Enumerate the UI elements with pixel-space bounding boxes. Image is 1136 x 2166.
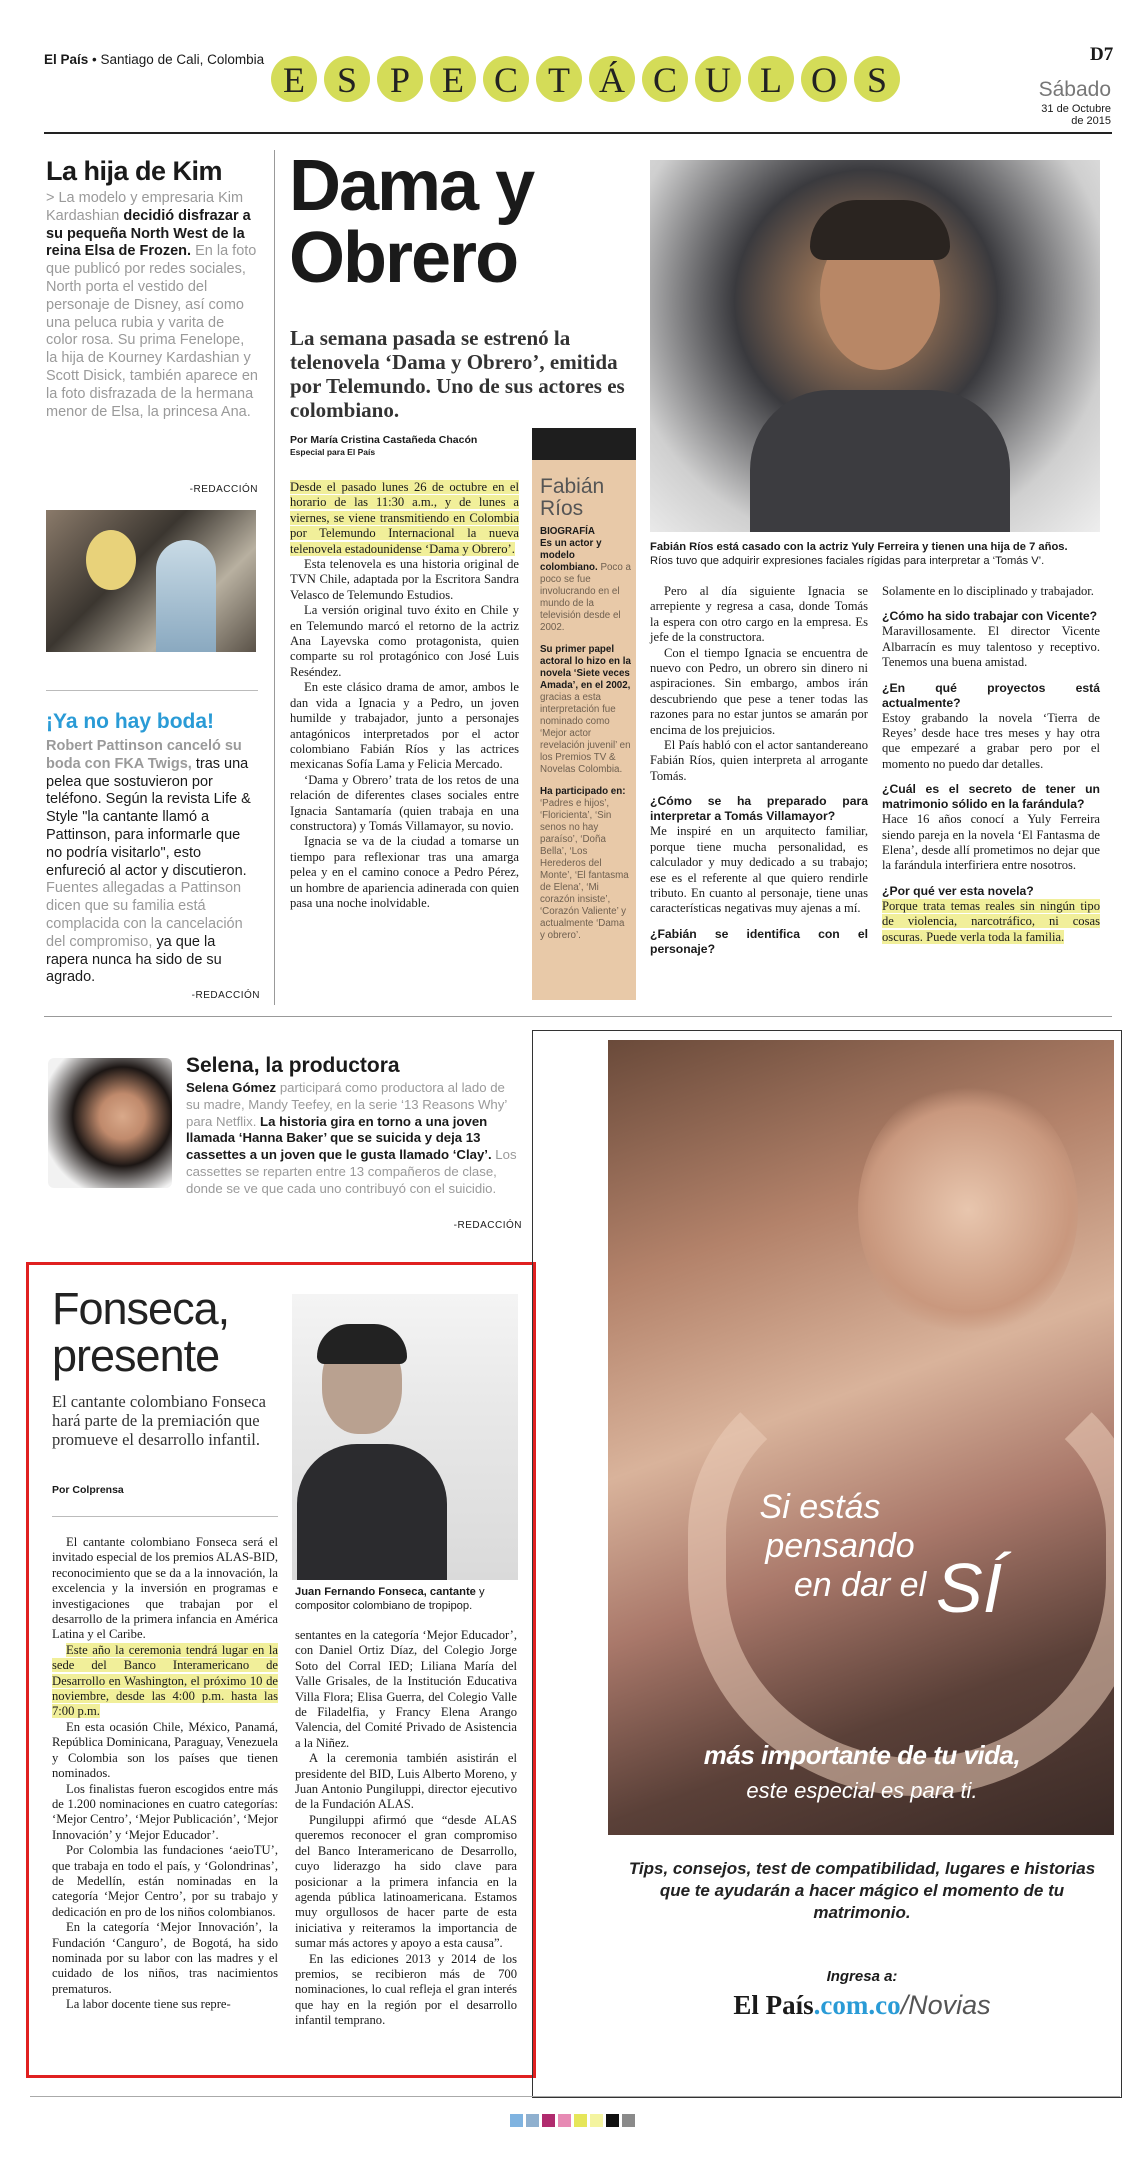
selena-photo: [48, 1058, 172, 1188]
main-paragraph: En este clásico drama de amor, ambos le dan vida a Ignacia y a Pedro, un joven humilde y trabajador, junto a personajes antagónicos interpretados por el actor colombiano Fabián Ríos y las actrices mexicanas Sofía Lama y Felicia Mercado.: [290, 680, 519, 772]
ad-body: Tips, consejos, test de compatibilidad, lugares e historias que te ayudarán a hacer mágico el momento de tu matrimonio.: [628, 1859, 1096, 1922]
section-title-letter: C: [483, 56, 529, 102]
fabian-caption-text: Ríos tuvo que adquirir expresiones faciales rígidas para interpretar a ‘Tomás V’.: [650, 555, 1045, 567]
main-byline: Por María Cristina Castañeda Chacón: [290, 434, 478, 446]
interview-answer: Me inspiré en un arquitecto familiar, porque tiene mucha personalidad, es calculador y muy dedicado a su trabajo; ese es el referente al que quiero rendirle tributo. En cuanto al personaje, tiene unas características negativas muy ajenas a mí.: [650, 824, 868, 916]
fonseca-highlight: Este año la ceremonia tendrá lugar en la sede del Banco Interamericano de Desarrollo en Washington, el próximo 10 de noviembre, desde las 4:00 p.m. hasta las 7:00 p.m.: [52, 1642, 278, 1719]
interview-answer: Solamente en lo disciplinado y trabajador.: [882, 584, 1094, 598]
section-title-letter: T: [536, 56, 582, 102]
main-col2-paragraph: Con el tiempo Ignacia se encuentra de nuevo con Pedro, un obrero sin dinero ni aspiraciones. Sin embargo, ambos irán descubriendo que pese a tener todas las razones para no estar juntos se amarán por encima de los prejuicios.: [650, 645, 868, 737]
sidebar-bio-gray: Poco a poco se fue involucrando en el mundo de la televisión desde el 2002.: [540, 562, 631, 633]
boda-credit: -REDACCIÓN: [191, 990, 260, 1001]
main-title: [289, 146, 534, 298]
kim-body-gray: En la foto que publicó por redes sociales, North porta el vestido del personaje de Disney, así como una peluca rubia y varita de color rosa. Su prima Fenelope, la hija de Kourney Kardashian y Scott Disick, también aparece en la foto disfrazada de la hermana menor de Elsa, la princesa Ana.: [46, 243, 258, 420]
fonseca-title: [52, 1285, 229, 1379]
fonseca-paragraph: En esta ocasión Chile, México, Panamá, República Dominicana, Paraguay, Venezuela y Colombia son los países que tienen nominados.: [52, 1719, 278, 1781]
main-lead-highlight: Desde el pasado lunes 26 de octubre en el horario de las 11:30 a.m., y de lunes a viernes, se viene transmitiendo en Colombia por Telemundo Internacional la nueva telenovela estadounidense ‘Dama y Obrero’.: [290, 480, 519, 556]
ad-headline: [690, 1488, 950, 1605]
ad-photo: [608, 1040, 1114, 1835]
section-title-letter: L: [748, 56, 794, 102]
interview-question: ¿Cómo ha sido trabajar con Vicente?: [882, 609, 1098, 624]
main-title-line-1: Dama y: [289, 146, 534, 226]
ad-url[interactable]: [612, 1990, 1112, 2021]
fonseca-byline-rule: [52, 1516, 278, 1517]
fonseca-col2-paragraph: sentantes en la categoría ‘Mejor Educador’, con Daniel Ortiz Díaz, del Colegio Jorge Soto del Corral IED; Liliana María del Valle Grisales, de la Institución Educativa Villa Flora; Elisa Guerra, del Colegio Valle de Filadelfia, y Francy Elena Arango Valencia, del Comité Privado de Asistencia a la Niñez.: [295, 1628, 517, 1750]
ad-line-4: más importante de tu vida,: [703, 1740, 1021, 1770]
fabian-photo: [650, 160, 1100, 532]
boda-body: [46, 738, 260, 987]
selena-name: Selena Gómez: [186, 1080, 277, 1095]
interview-answer: Estoy grabando la novela ‘Tierra de Reyes’ desde hace tres meses y hay otra que empezaré a grabar pero por el momento no puedo dar detalles.: [882, 710, 1100, 771]
sidebar-spacer: [540, 776, 632, 786]
selena-title: Selena, la productora: [186, 1054, 400, 1077]
sidebar-part-bold: Ha participado en:: [540, 786, 626, 797]
fonseca-paragraph: La labor docente tiene sus repre-: [66, 1997, 231, 2012]
interview-answer: Maravillosamente. El director Vicente Albarracín es muy talentoso y receptivo. Tenemos una buena amistad.: [882, 624, 1100, 670]
section-title-letter: S: [324, 56, 370, 102]
ad-line-5: este especial es para ti.: [746, 1778, 978, 1803]
fonseca-caption-bold: Juan Fernando Fonseca, cantante: [295, 1586, 476, 1598]
sidebar-part-gray: ‘Padres e hijos’, ‘Floricienta’, ‘Sin senos no hay paraíso’, ‘Doña Bella’, ‘Los Herederos del Monte’, ‘El fantasma de Elena’, ‘Mi corazón insiste’, ‘Corazón Valiente’ y actualmente ‘Dama y obrero’.: [540, 798, 629, 941]
page-number: D7: [1090, 44, 1114, 65]
boda-gray-2: Fuentes allegadas a Pattinson dicen que su familia está complacida con la cancelación del compromiso,: [46, 880, 243, 950]
date-day: Sábado: [1038, 78, 1111, 101]
newspaper-name: El País: [44, 52, 89, 67]
color-swatch: [590, 2114, 603, 2127]
interview-answer: Hace 16 años conocí a Yuly Ferreira siendo pareja en la novela ‘El Fantasma de Elena’, desde allí prometimos no dejar que la farándula interfiriera entre nosotros.: [882, 812, 1100, 873]
interview-question: ¿Por qué ver esta novela?: [882, 883, 1034, 898]
masthead: [44, 52, 264, 67]
color-swatch: [558, 2114, 571, 2127]
sidebar-bio-label: BIOGRAFÍA: [540, 526, 595, 537]
sidebar-spacer: [540, 634, 632, 644]
fonseca-paragraph: Los finalistas fueron escogidos entre más de 1.200 nominaciones en cuatro categorías: ‘Mejor Centro’, ‘Mejor Publicación’, ‘Mejor Innovación’ y ‘Mejor Educador’.: [52, 1781, 278, 1842]
main-col-1: [290, 480, 519, 911]
color-swatch: [622, 2114, 635, 2127]
date: [1041, 103, 1111, 127]
fonseca-caption-text: y compositor colombiano de tropipop.: [295, 1586, 485, 1612]
ad-cta: Ingresa a:: [826, 1968, 898, 1985]
kim-body: [46, 190, 258, 421]
main-paragraph: Ignacia se va de la ciudad a tomarse un tiempo para reflexionar tras una amarga pelea y en el camino conoce a Pedro Pérez, un hombre de apariencia adinerada con quien pasa una noche inolvidable.: [290, 834, 519, 910]
kim-title: La hija de Kim: [46, 156, 223, 186]
main-paragraph: ‘Dama y Obrero’ trata de los retos de una relación de diferentes clases sociales entre Ignacia Santamaría (quien trabaja en una constructora) y Tomás Villamayor, su novio.: [290, 772, 519, 833]
interview-question: ¿En qué proyectos está actualmente?: [882, 680, 1100, 710]
header-rule: [44, 132, 1112, 134]
interview-question: ¿Fabián se identifica con el personaje?: [650, 926, 868, 956]
main-byline-sub: Especial para El País: [290, 447, 376, 457]
fonseca-photo: [292, 1294, 518, 1580]
selena-bold: La historia gira en torno a una joven llamada ‘Hanna Baker’ que se suicida y deja 13 cassettes a un joven que le gusta llamado ‘Clay’.: [186, 1113, 492, 1163]
date-line-1: 31 de Octubre: [1041, 103, 1111, 115]
color-swatch: [574, 2114, 587, 2127]
selena-credit: -REDACCIÓN: [453, 1220, 522, 1231]
main-col-2: [650, 584, 868, 957]
boda-title: ¡Ya no hay boda!: [46, 710, 215, 733]
section-title-letter: P: [377, 56, 423, 102]
main-paragraph: La versión original tuvo éxito en Chile y en Telemundo marcó el retorno de la actriz Ana Layevska como protagonista, quien comparte su rol protagónico con José Luis Reséndez.: [290, 603, 519, 679]
section-title-letter: O: [801, 56, 847, 102]
kim-body-bold: decidió disfrazar a su pequeña North West de la reina Elsa de Frozen.: [46, 207, 251, 260]
selena-gray-2: Los cassettes se reparten entre 13 compañeros de clase, donde se ve que cada uno contribuyó con el suicidio.: [186, 1147, 517, 1196]
fonseca-col2-paragraph: A la ceremonia también asistirán el presidente del BID, Luis Alberto Moreno, y Juan Antonio Pungiluppi, director ejecutivo de la Fundación ALAS.: [295, 1751, 517, 1812]
date-line-2: de 2015: [1071, 115, 1111, 127]
sidebar-first-gray: gracias a esta interpretación fue nominado como ‘Mejor actor revelación juvenil’ en los Premios TV & Novelas Colombia.: [540, 692, 631, 775]
interview-question: ¿Cuál es el secreto de tener un matrimonio sólido en la farándula?: [882, 782, 1100, 812]
column-divider: [274, 150, 275, 1005]
sidebar-name-2: Ríos: [540, 497, 584, 520]
fonseca-paragraph: El cantante colombiano Fonseca será el invitado especial de los premios ALAS-BID, reconocimiento que se da a la innovación, la excelencia y la inversión en programas e investigaciones que trabajan por el desarrollo de la primera infancia en América Latina y el Caribe.: [52, 1535, 278, 1642]
section-title-letter: E: [271, 56, 317, 102]
main-deck: La semana pasada se estrenó la telenovela ‘Dama y Obrero’, emitida por Telemundo. Uno de sus actores es colombiano.: [290, 326, 625, 422]
fonseca-deck: El cantante colombiano Fonseca hará parte de la premiación que promueve el desarrollo infantil.: [52, 1392, 266, 1449]
fonseca-col-2: [295, 1628, 517, 2029]
boda-black-1: tras una pelea que sostuvieron por teléfono. Según la revista Life & Style "la cantante llamó a Pattinson, para informarle que no podría visitarlo", esto enfureció al actor y discutieron.: [46, 755, 251, 879]
ad-big-si: SÍ: [936, 1549, 1003, 1627]
boda-gray-1: Robert Pattinson canceló su boda con FKA Twigs,: [46, 738, 242, 772]
left-divider: [46, 690, 258, 691]
fonseca-paragraph: En la categoría ‘Mejor Innovación’, la Fundación ‘Canguro’, de Bogotá, ha sido nominada por su labor con las madres y el cuidado de los niños, tras nacimientos prematuros.: [52, 1920, 278, 1996]
color-swatch: [542, 2114, 555, 2127]
fabian-caption: [650, 540, 1100, 568]
fonseca-jacket: [297, 1444, 447, 1580]
interview-question: ¿Cómo se ha preparado para interpretar a Tomás Villamayor?: [650, 794, 868, 824]
selena-gray-1: participará como productora al lado de su madre, Mandy Teefey, en la serie ‘13 Reasons Why’ para Netflix.: [186, 1080, 507, 1129]
main-paragraph: Esta telenovela es una historia original de TVN Chile, adaptada por la Escritora Sandra Velasco de Telemundo Estudios.: [290, 557, 519, 602]
color-swatch: [606, 2114, 619, 2127]
sidebar-box-header: [532, 428, 636, 460]
fonseca-col-1: [52, 1535, 278, 2013]
ad-brand: El País: [733, 1990, 814, 2020]
sidebar-bio: [540, 526, 632, 942]
main-col2-paragraph: El País habló con el actor santandereano Fabián Ríos, quien interpreta al arrogante Tomás.: [650, 738, 868, 783]
section-title-letter: C: [642, 56, 688, 102]
kim-body-gray-lead: > La modelo y empresaria Kim Kardashian: [46, 190, 244, 224]
sidebar-name: [540, 476, 632, 520]
section-title-letter: U: [695, 56, 741, 102]
fabian-jacket: [750, 390, 1010, 532]
section-title-letter: Á: [589, 56, 635, 102]
main-col2-paragraph: Pero al día siguiente Ignacia se arrepiente y regresa a casa, donde Tomás la espera con otro cargo en la empresa. Es jefe de la constructora.: [650, 584, 868, 645]
main-col-3: [882, 584, 1100, 945]
kim-credit: -REDACCIÓN: [189, 484, 258, 495]
boda-black-2: ya que la rapera nunca ha sido de su agrado.: [46, 933, 222, 986]
section-title-letter: S: [854, 56, 900, 102]
main-title-line-2: Obrero: [289, 218, 518, 298]
fonseca-paragraph-highlight: [52, 1643, 278, 1720]
fonseca-col2-paragraph: Pungiluppi afirmó que “desde ALAS queremos reconocer el gran compromiso del Banco Interamericano de Desarrollo, cuyo liderazgo ha sido clave para posicionar a la primera infancia en la agenda pública latinoamericana. Estamos muy orgullosos de hacer parte de esta iniciativa y reiteramos la importancia de sumar más actores y apoyo a esta causa”.: [295, 1812, 517, 1951]
fabian-hair: [810, 200, 950, 260]
kim-photo-dress: [156, 540, 216, 652]
sidebar-name-1: Fabián: [540, 475, 605, 498]
fabian-caption-bold: Fabián Ríos está casado con la actriz Yuly Ferreira y tienen una hija de 7 años.: [650, 541, 1068, 553]
selena-body: [186, 1080, 522, 1198]
fonseca-title-line-1: Fonseca,: [52, 1283, 230, 1334]
sidebar-first-bold: Su primer papel actoral lo hizo en la novela ‘Siete veces Amada’, en el 2002,: [540, 644, 631, 691]
color-swatch: [526, 2114, 539, 2127]
section-title-letter: E: [430, 56, 476, 102]
highlighted-answer: Porque trata temas reales sin ningún tipo de violencia, narcotráfico, ni cosas oscuras. Puede verla toda la familia.: [882, 898, 1100, 944]
masthead-location: • Santiago de Cali, Colombia: [92, 52, 265, 67]
fonseca-col2-paragraph: En las ediciones 2013 y 2014 de los premios, se recibieron más de 700 nominaciones, lo cual refleja el gran interés que hay en la región por el desarrollo infantil temprano.: [295, 1951, 517, 2028]
ad-path: /Novias: [900, 1990, 991, 2020]
fonseca-byline: Por Colprensa: [52, 1484, 124, 1496]
section-title: [271, 56, 907, 102]
footer-rule: [30, 2096, 1120, 2097]
ad-line-3: en dar el: [793, 1566, 927, 1604]
kim-photo: [46, 510, 256, 652]
ad-line-2: pensando: [765, 1527, 915, 1565]
color-swatch: [510, 2114, 523, 2127]
interview-answer-highlight: [882, 899, 1100, 945]
ad-domain: .com.co: [813, 1990, 901, 2020]
fonseca-hair: [317, 1324, 407, 1364]
ad-line-1: Si estás: [759, 1488, 881, 1526]
fonseca-title-line-2: presente: [52, 1330, 220, 1381]
kim-photo-figure: [86, 530, 136, 590]
fonseca-caption: [295, 1585, 517, 1613]
main-lead: [290, 480, 519, 557]
registration-swatches: [510, 2112, 638, 2131]
ad-face: [858, 1080, 1078, 1340]
sidebar-bio-bold: Es un actor y modelo colombiano.: [540, 538, 602, 573]
fonseca-paragraph: Por Colombia las fundaciones ‘aeioTU’, que trabaja en todo el país, y ‘Golondrinas’, de Medellín, están nominadas en la categoría ‘Mejor Centro’, por su trabajo y dedicación en pro de los niños colombianos.: [52, 1843, 278, 1919]
section-rule: [44, 1016, 1112, 1017]
